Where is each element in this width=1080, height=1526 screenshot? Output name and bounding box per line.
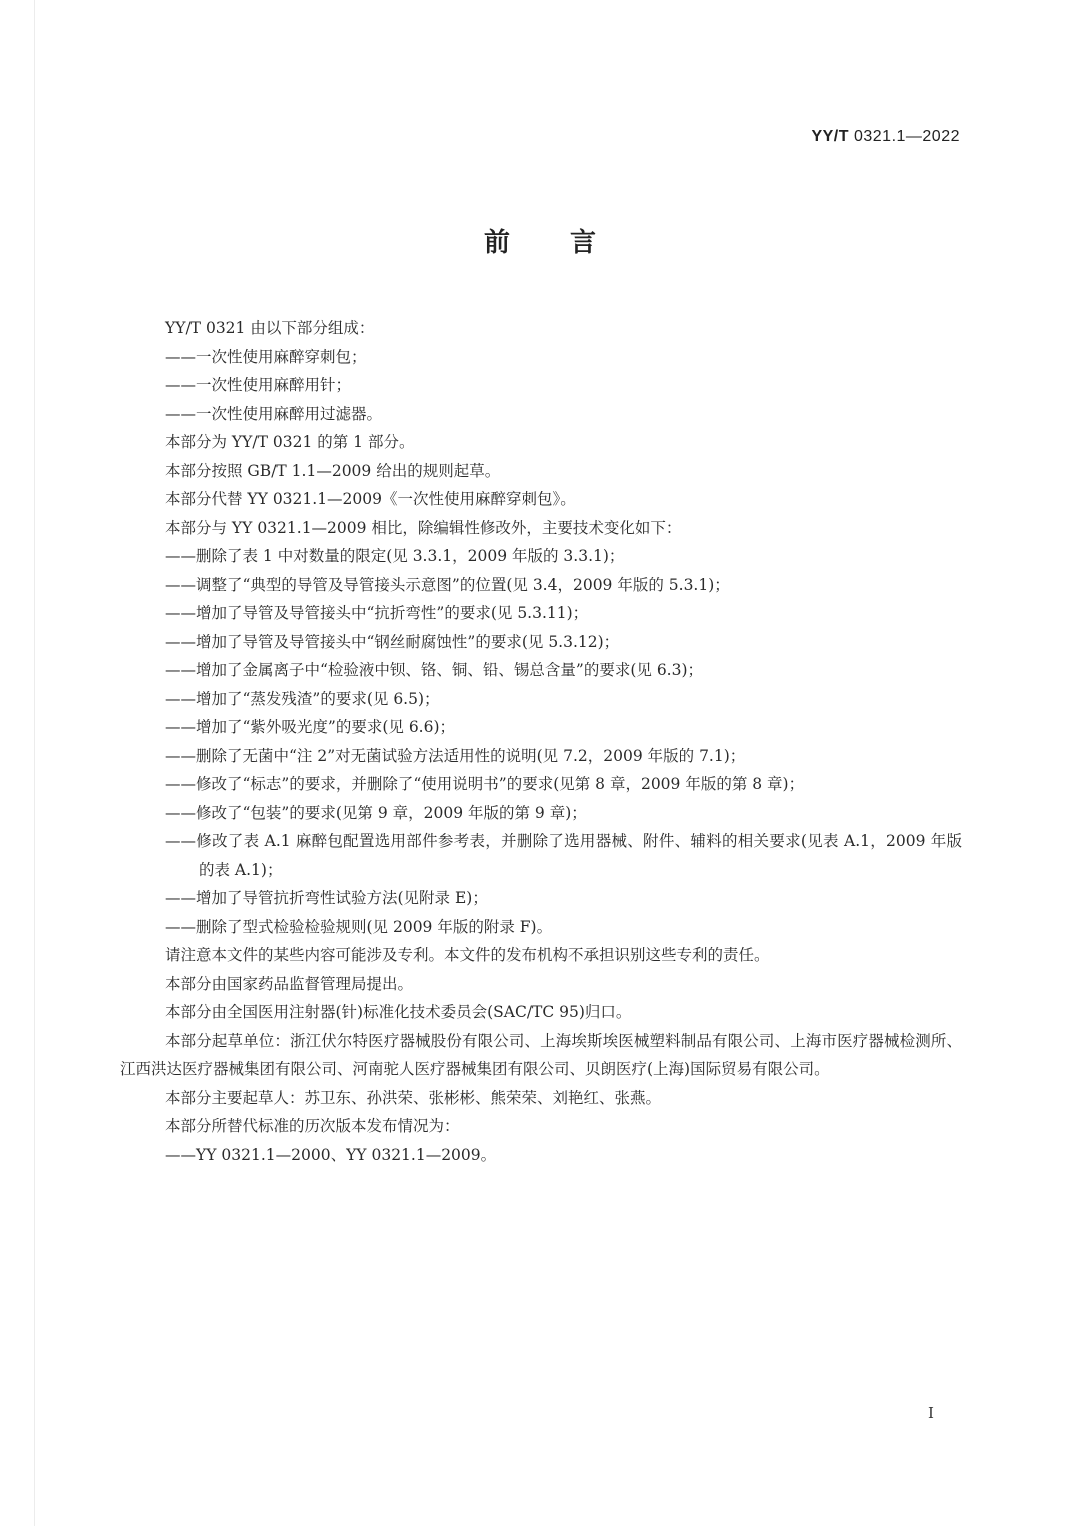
paragraph: 本部分起草单位：浙江伏尔特医疗器械股份有限公司、上海埃斯埃医械塑料制品有限公司、上海市医疗器械检测所、江西洪达医疗器械集团有限公司、河南驼人医疗器械集团有限公司、贝朗医疗(上海)国际贸易有限公司。 bbox=[120, 1031, 962, 1078]
list-item: ——增加了导管及导管接头中“钢丝耐腐蚀性”的要求(见 5.3.12)； bbox=[165, 632, 620, 651]
list-item: ——一次性使用麻醉穿刺包； bbox=[165, 347, 367, 366]
paragraph: 本部分由国家药品监督管理局提出。 bbox=[165, 974, 414, 993]
list-item: ——YY 0321.1—2000、YY 0321.1—2009。 bbox=[165, 1145, 497, 1164]
list-item: ——修改了表 A.1 麻醉包配置选用部件参考表，并删除了选用器械、附件、辅料的相关要求(见表 A.1，2009 年版的表 A.1)； bbox=[165, 832, 962, 879]
standard-number: 0321.1—2022 bbox=[853, 128, 960, 145]
page-number: I bbox=[928, 1404, 934, 1422]
list-item: ——增加了“紫外吸光度”的要求(见 6.6)； bbox=[165, 718, 456, 736]
paragraph: 本部分按照 GB/T 1.1—2009 给出的规则起草。 bbox=[165, 461, 501, 480]
paragraph: 请注意本文件的某些内容可能涉及专利。本文件的发布机构不承担识别这些专利的责任。 bbox=[165, 946, 770, 964]
paragraph: 本部分主要起草人：苏卫东、孙洪荣、张彬彬、熊荣荣、刘艳红、张燕。 bbox=[165, 1088, 662, 1107]
paragraph: YY/T 0321 由以下部分组成： bbox=[165, 319, 375, 337]
paragraph: 本部分与 YY 0321.1—2009 相比，除编辑性修改外，主要技术变化如下： bbox=[165, 518, 682, 537]
list-item: ——增加了“蒸发残渣”的要求(见 6.5)； bbox=[165, 689, 440, 708]
paragraph: 本部分所替代标准的历次版本发布情况为： bbox=[165, 1117, 460, 1135]
standard-code bbox=[811, 128, 960, 146]
list-item: ——调整了“典型的导管及导管接头示意图”的位置(见 3.4，2009 年版的 5.3.1)； bbox=[165, 575, 730, 594]
page-title: 前言 bbox=[483, 228, 656, 258]
list-item: ——删除了表 1 中对数量的限定(见 3.3.1，2009 年版的 3.3.1)； bbox=[165, 547, 625, 565]
paragraph: 本部分代替 YY 0321.1—2009《一次性使用麻醉穿刺包》。 bbox=[165, 490, 576, 508]
list-item: ——一次性使用麻醉用过滤器。 bbox=[165, 404, 383, 423]
list-item: ——修改了“包装”的要求(见第 9 章，2009 年版的第 9 章)； bbox=[165, 803, 587, 822]
list-item: ——增加了金属离子中“检验液中钡、铬、铜、铅、锡总含量”的要求(见 6.3)； bbox=[165, 661, 704, 679]
document-body bbox=[120, 314, 962, 1169]
list-item: ——增加了导管抗折弯性试验方法(见附录 E)； bbox=[165, 889, 488, 907]
list-item: ——删除了无菌中“注 2”对无菌试验方法适用性的说明(见 7.2，2009 年版的 7.1)； bbox=[165, 746, 746, 765]
paragraph: 本部分由全国医用注射器(针)标准化技术委员会(SAC/TC 95)归口。 bbox=[165, 1003, 632, 1021]
list-item: ——增加了导管及导管接头中“抗折弯性”的要求(见 5.3.11)； bbox=[165, 604, 589, 622]
paragraph: 本部分为 YY/T 0321 的第 1 部分。 bbox=[165, 433, 415, 451]
list-item: ——修改了“标志”的要求，并删除了“使用说明书”的要求(见第 8 章，2009 年版的第 8 章)； bbox=[165, 775, 805, 793]
standard-prefix: YY/T bbox=[811, 128, 850, 145]
list-item: ——删除了型式检验检验规则(见 2009 年版的附录 F)。 bbox=[165, 917, 553, 936]
list-item: ——一次性使用麻醉用针； bbox=[165, 376, 352, 394]
